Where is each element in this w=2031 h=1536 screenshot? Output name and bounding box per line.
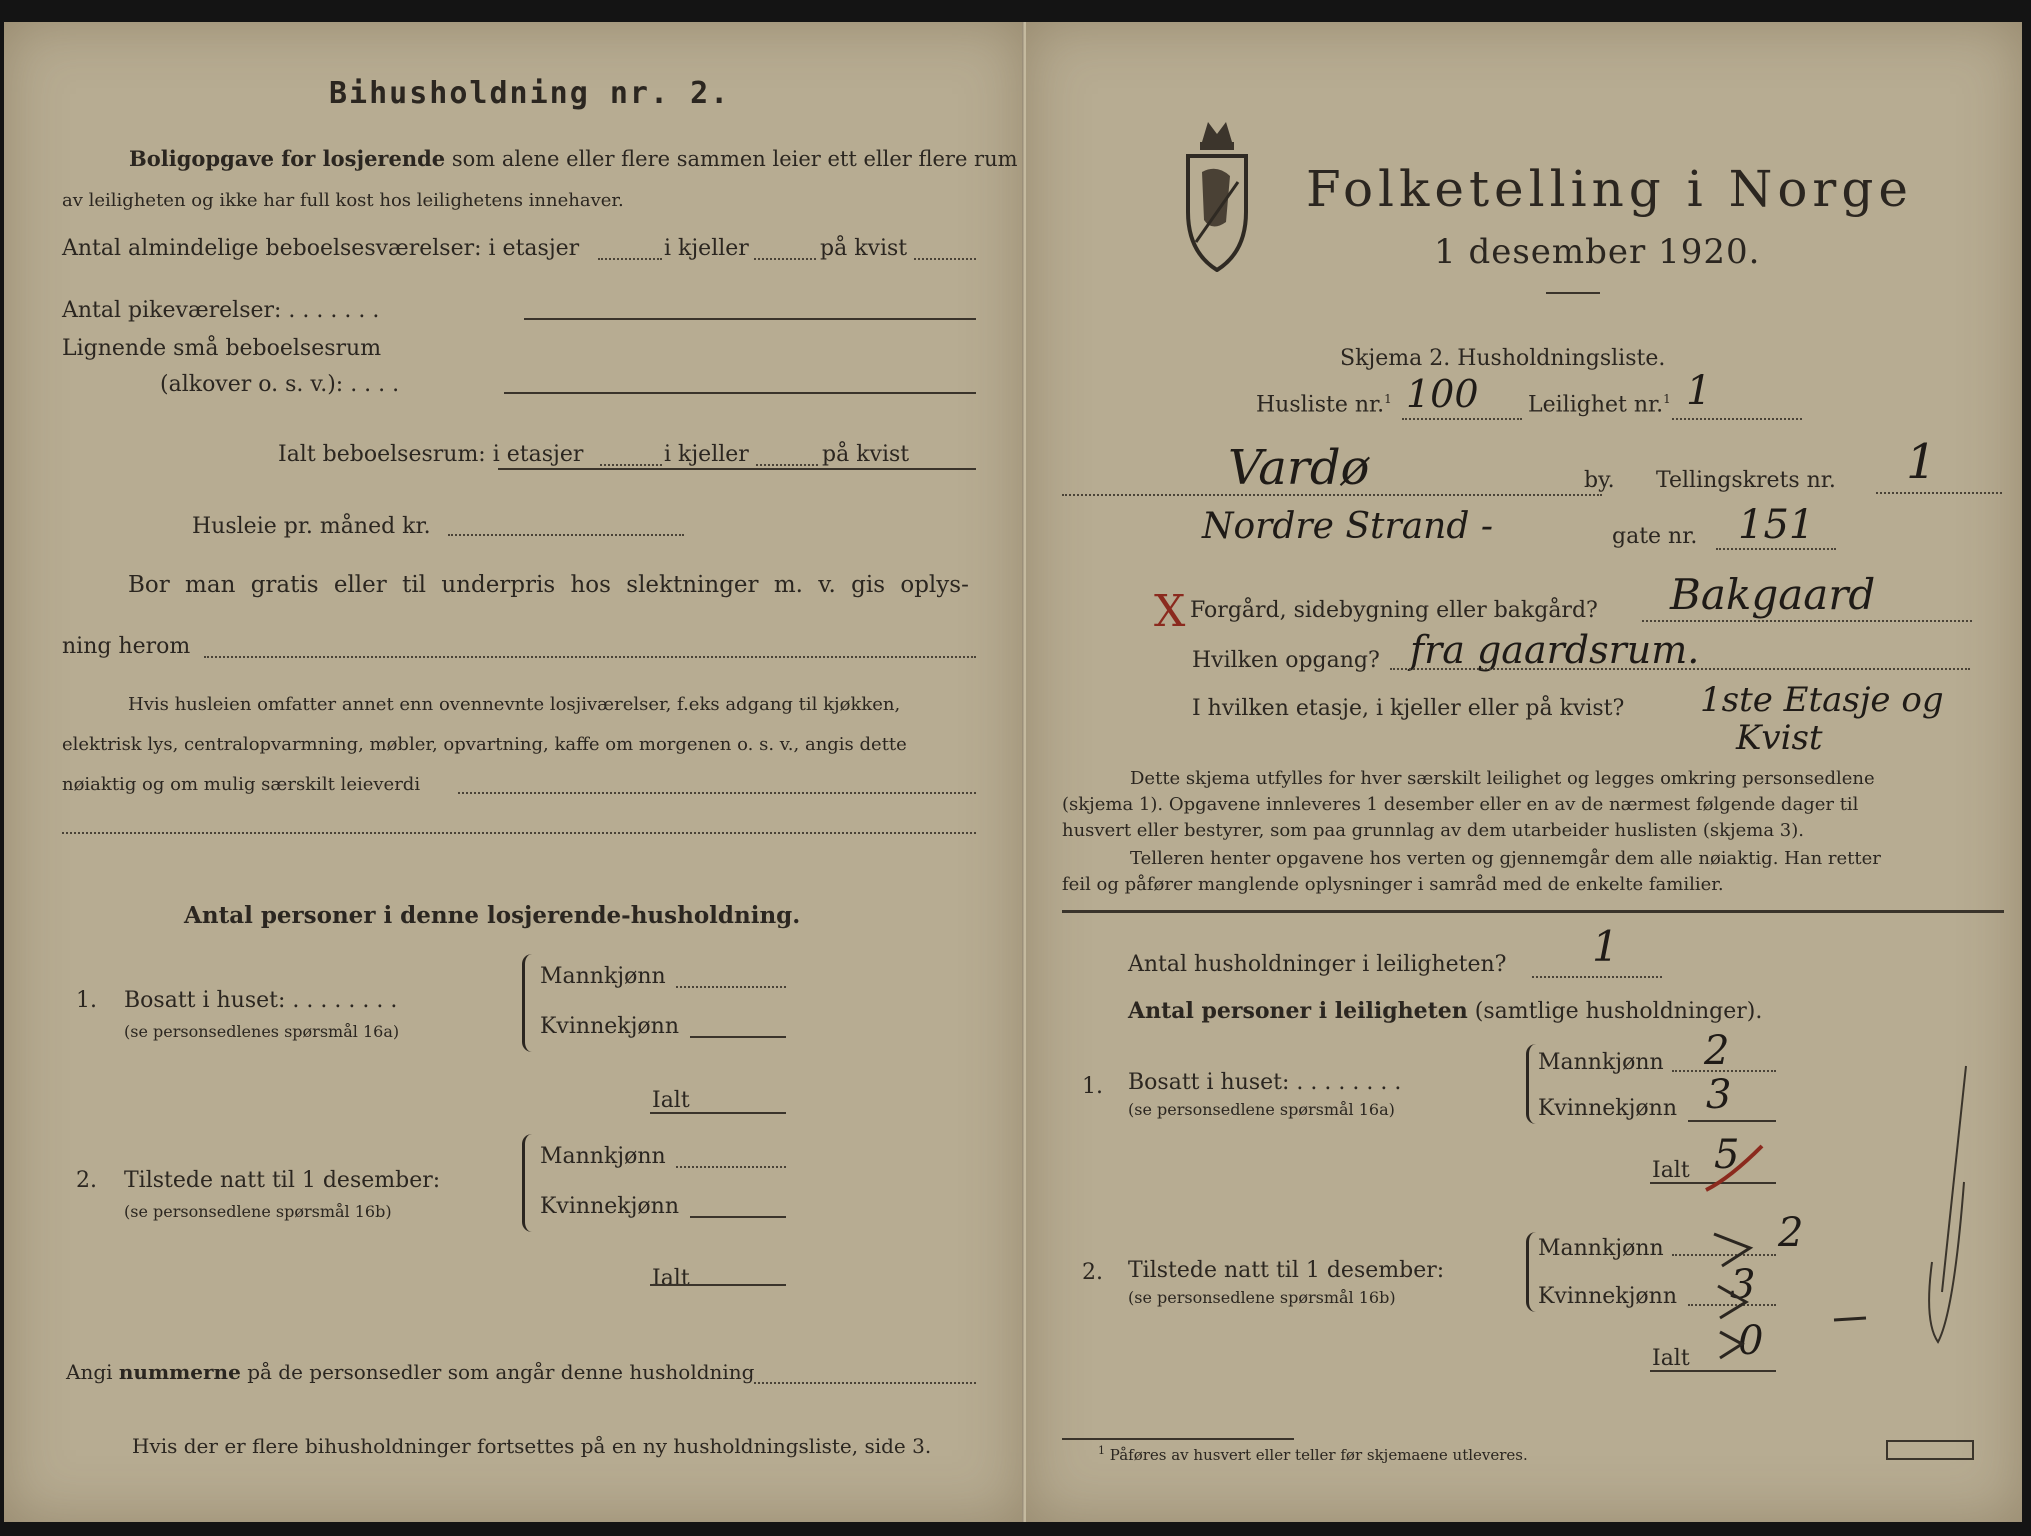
- etasje-value-1[interactable]: 1ste Etasje og: [1700, 680, 1944, 720]
- right-q2-ialt-label: Ialt: [1652, 1346, 1690, 1371]
- city-value[interactable]: Vardø: [1228, 440, 1370, 496]
- opgang-value[interactable]: fra gaardsrum.: [1410, 628, 1700, 672]
- leieverdi-field-2[interactable]: [62, 832, 976, 834]
- footnote-line: [1098, 1444, 1528, 1464]
- left-q2-label: Tilstede natt til 1 desember:: [124, 1168, 441, 1193]
- right-q1-sub: (se personsedlene spørsmål 16a): [1128, 1100, 1395, 1119]
- etasje-value-2[interactable]: Kvist: [1736, 718, 1823, 758]
- angi-bold: nummerne: [118, 1360, 241, 1384]
- left-q1-ialt-field[interactable]: [650, 1112, 786, 1114]
- intro-line-1: [129, 146, 1018, 171]
- bor-line-2: ning herom: [62, 634, 191, 659]
- husleie-label: Husleie pr. måned kr.: [192, 514, 431, 539]
- husliste-label-text: Husliste nr.: [1256, 392, 1385, 418]
- opgang-field[interactable]: [1390, 668, 1970, 670]
- right-q1-kvinne-field[interactable]: [1688, 1120, 1776, 1122]
- gate-label: gate nr.: [1612, 524, 1698, 549]
- tellingskrets-label: Tellingskrets nr.: [1656, 468, 1836, 493]
- left-q2-ialt-field[interactable]: [650, 1284, 786, 1286]
- instructions-line-4: Telleren henter opgavene hos verten og gjennemgår dem alle nøiaktig. Han retter: [1130, 848, 1881, 869]
- right-q2-mann-label: Mannkjønn: [1538, 1236, 1664, 1261]
- left-page: [4, 22, 1024, 1522]
- leieverdi-field[interactable]: [458, 792, 976, 794]
- leilighet-value[interactable]: 1: [1686, 368, 1712, 414]
- by-label: by.: [1584, 468, 1615, 493]
- tellingskrets-value[interactable]: 1: [1906, 434, 1937, 490]
- leilighet-label: [1528, 392, 1671, 417]
- husholdninger-label: Antal husholdninger i leiligheten?: [1128, 952, 1507, 977]
- right-q2-sub: (se personsedlene spørsmål 16b): [1128, 1288, 1396, 1307]
- street-value[interactable]: Nordre Strand -: [1202, 506, 1494, 547]
- x-mark: X: [1154, 586, 1186, 637]
- right-q1-ialt-label: Ialt: [1652, 1158, 1690, 1183]
- ialt-rooms-label: Ialt beboelsesrum: i etasjer: [278, 442, 584, 467]
- leilighet-label-text: Leilighet nr.: [1528, 392, 1664, 418]
- right-q2-kvinne-label: Kvinnekjønn: [1538, 1284, 1677, 1309]
- angi-line: [66, 1360, 754, 1384]
- right-q1-kvinne-value[interactable]: 3: [1706, 1072, 1732, 1118]
- footnote-text: Påføres av husvert eller teller før skjemaene utleveres.: [1109, 1446, 1528, 1464]
- rooms-etasjer-field[interactable]: [598, 258, 662, 260]
- leilighet-footnote-mark: 1: [1663, 392, 1671, 406]
- hvis-line-2: elektrisk lys, centralopvarmning, møbler, opvartning, kaffe om morgenen o. s. v., angis dette: [62, 734, 907, 755]
- instructions-line-5: feil og påfører manglende oplysninger i samråd med de enkelte familier.: [1062, 874, 1724, 895]
- right-q2-mann-value[interactable]: 2: [1778, 1210, 1804, 1256]
- right-q2-kvinne-value[interactable]: 3: [1730, 1262, 1756, 1308]
- antal-personer-rest: (samtlige husholdninger).: [1474, 999, 1763, 1024]
- pencil-margin-lines: [1872, 1062, 1982, 1362]
- ialt-kvist-label: på kvist: [822, 442, 910, 467]
- instructions-line-3: husvert eller bestyrer, som paa grunnlag av dem utarbeider huslisten (skjema 3).: [1062, 820, 1804, 841]
- coat-of-arms-icon: [1182, 112, 1252, 272]
- left-q2-kvinne-field[interactable]: [690, 1216, 786, 1218]
- main-title: Folketelling i Norge: [1306, 160, 1913, 218]
- right-page: [1026, 22, 2022, 1522]
- footnote-rule: [1062, 1438, 1294, 1440]
- husholdninger-field[interactable]: [1532, 976, 1662, 978]
- left-q1-label: Bosatt i huset: . . . . . . . .: [124, 988, 398, 1013]
- rooms-kjeller-field[interactable]: [754, 258, 816, 260]
- pike-label: Antal pikeværelser: . . . . . . .: [62, 298, 380, 323]
- husliste-field[interactable]: [1402, 418, 1522, 420]
- antal-personer-heading: Antal personer i denne losjerende-husholdning.: [184, 902, 801, 929]
- husleie-field[interactable]: [448, 534, 684, 536]
- left-q1-sub: (se personsedlenes spørsmål 16a): [124, 1022, 400, 1041]
- gate-value[interactable]: 151: [1738, 502, 1815, 548]
- etasje-label: I hvilken etasje, i kjeller eller på kvist?: [1192, 696, 1625, 721]
- ialt-kjeller-field[interactable]: [756, 464, 818, 466]
- left-q1-ialt-label: Ialt: [652, 1088, 690, 1113]
- lignende-line-2: (alkover o. s. v.): . . . .: [160, 372, 400, 397]
- husliste-label: [1256, 392, 1392, 417]
- husholdninger-value[interactable]: 1: [1592, 922, 1619, 971]
- rooms-kvist-label: på kvist: [820, 236, 908, 261]
- left-q2-mann-label: Mannkjønn: [540, 1144, 666, 1169]
- left-q2-num: 2.: [76, 1168, 97, 1193]
- instructions-line-1: Dette skjema utfylles for hver særskilt leilighet og legges omkring personsedlene: [1130, 768, 1875, 789]
- left-q1-kvinne-label: Kvinnekjønn: [540, 1014, 679, 1039]
- pike-field[interactable]: [524, 318, 976, 320]
- city-field[interactable]: [1062, 494, 1602, 496]
- left-q1-kvinne-field[interactable]: [690, 1036, 786, 1038]
- intro-bold: Boligopgave for losjerende: [129, 146, 446, 171]
- intro-rest: som alene eller flere sammen leier ett eller flere rum: [451, 147, 1018, 171]
- lignende-line-1: Lignende små beboelsesrum: [62, 336, 382, 361]
- husliste-value[interactable]: 100: [1406, 372, 1479, 416]
- right-q2-num: 2.: [1082, 1260, 1103, 1285]
- right-q1-ialt-value[interactable]: 5: [1714, 1132, 1740, 1178]
- lignende-field[interactable]: [504, 392, 976, 394]
- left-q2-ialt-label: Ialt: [652, 1266, 690, 1291]
- right-q1-label: Bosatt i huset: . . . . . . . .: [1128, 1070, 1402, 1095]
- left-q1-brace: [522, 954, 535, 1052]
- ialt-underline: [498, 468, 976, 470]
- right-q1-mann-label: Mannkjønn: [1538, 1050, 1664, 1075]
- ialt-etasjer-field[interactable]: [600, 464, 662, 466]
- gate-field[interactable]: [1716, 548, 1836, 550]
- left-q2-sub: (se personsedlene spørsmål 16b): [124, 1202, 392, 1221]
- tellingskrets-field[interactable]: [1876, 492, 2002, 494]
- right-q1-kvinne-label: Kvinnekjønn: [1538, 1096, 1677, 1121]
- printer-stamp: [1886, 1440, 1974, 1460]
- right-q2-ialt-value[interactable]: 0: [1738, 1318, 1764, 1364]
- left-q1-num: 1.: [76, 988, 97, 1013]
- left-q2-mann-field[interactable]: [676, 1166, 786, 1168]
- angi-field[interactable]: [754, 1382, 976, 1384]
- bihusholdning-heading: Bihusholdning nr. 2.: [329, 76, 731, 111]
- right-q1-mann-value[interactable]: 2: [1704, 1028, 1730, 1074]
- right-q2-label: Tilstede natt til 1 desember:: [1128, 1258, 1445, 1283]
- hvis-line-3: nøiaktig og om mulig særskilt leieverdi: [62, 774, 421, 795]
- forgard-label: Forgård, sidebygning eller bakgård?: [1190, 598, 1598, 623]
- leilighet-field[interactable]: [1672, 418, 1802, 420]
- left-q2-brace: [522, 1134, 535, 1232]
- left-q1-mann-field[interactable]: [676, 986, 786, 988]
- antal-personer-bold: Antal personer i leiligheten: [1128, 998, 1468, 1024]
- rooms-kjeller-label: i kjeller: [664, 236, 749, 261]
- left-q2-kvinne-label: Kvinnekjønn: [540, 1194, 679, 1219]
- forgard-field[interactable]: [1642, 620, 1972, 622]
- ialt-kjeller-label: i kjeller: [664, 442, 749, 467]
- bor-line-1: Bor man gratis eller til underpris hos slektninger m. v. gis oplys-: [128, 572, 969, 598]
- rooms-label: Antal almindelige beboelsesværelser: i etasjer: [62, 236, 580, 261]
- hvis-line-1: Hvis husleien omfatter annet enn ovennevnte losjiværelser, f.eks adgang til kjøkken,: [128, 694, 901, 715]
- angi-text-1: Angi: [66, 1360, 113, 1384]
- opgang-label: Hvilken opgang?: [1192, 648, 1380, 673]
- angi-text-2: på de personsedler som angår denne husholdning: [247, 1360, 755, 1384]
- census-date: 1 desember 1920.: [1434, 232, 1761, 272]
- antal-personer-line: [1128, 998, 1762, 1024]
- rooms-kvist-field[interactable]: [914, 258, 976, 260]
- left-q1-mann-label: Mannkjønn: [540, 964, 666, 989]
- husliste-footnote-mark: 1: [1384, 392, 1392, 406]
- schema-label: Skjema 2. Husholdningsliste.: [1340, 346, 1666, 371]
- date-rule: [1546, 292, 1600, 294]
- right-q1-num: 1.: [1082, 1074, 1103, 1099]
- instructions-rule: [1062, 910, 2004, 913]
- left-footer: Hvis der er flere bihusholdninger fortsettes på en ny husholdningsliste, side 3.: [132, 1434, 932, 1458]
- instructions-line-2: (skjema 1). Opgavene innleveres 1 desember eller en av de nærmest følgende dager til: [1062, 794, 1859, 815]
- bor-field[interactable]: [204, 656, 976, 658]
- forgard-value[interactable]: Bakgaard: [1670, 570, 1876, 619]
- red-correction-stroke: [1700, 1138, 1770, 1198]
- intro-line-2: av leiligheten og ikke har full kost hos leilighetens innehaver.: [62, 190, 624, 211]
- footnote-marker: 1: [1098, 1444, 1105, 1457]
